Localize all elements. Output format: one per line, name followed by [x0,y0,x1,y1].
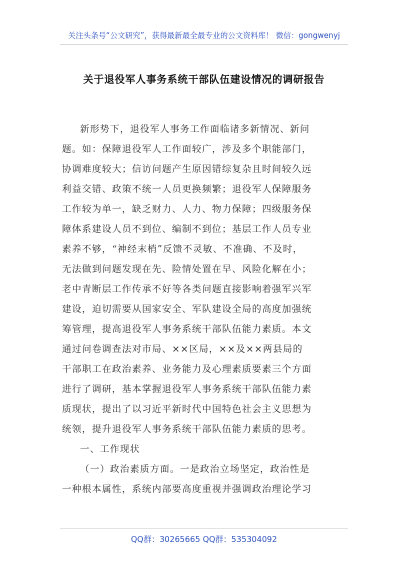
body-line: 干部职工在政治素养、业务能力及心理素质要素三个方面 [62,364,312,375]
section-heading: 一、工作现状 [80,444,140,455]
body-line: 通过问卷调查法对市局、××区局，××及××两县局的 [62,344,303,355]
body-line: 筹管理，提高退役军人事务系统干部队伍能力素质。本文 [62,324,312,335]
footer-qq-groups: QQ群：30265665 QQ群：535304092 [130,535,278,544]
body-line: 无法做到问题发现在先、险情处置在早、风险化解在小； [62,264,312,275]
footer-divider [60,528,348,529]
body-line: 质现状，提出了以习近平新时代中国特色社会主义思想为 [62,404,312,415]
document-title: 关于退役军人事务系统干部队伍建设情况的调研报告 [83,75,325,86]
header-promo-text: 关注头条号“公文研究”，获得最新最全最专业的公文资料库！ 微信：gongwenyj [68,31,340,40]
document-body [62,120,348,500]
body-line: 进行了调研，基本掌握退役军人事务系统干部队伍能力素 [62,384,312,395]
header-divider [60,44,348,45]
body-line: 老中青断层工作传承不好等各类问题直接影响着强军兴军 [62,284,312,295]
body-line: 利益交错、政策不统一人员更换频繁；退役军人保障服务 [62,184,312,195]
body-line: 障体系建设人员不到位、编制不到位；基层工作人员专业 [62,224,312,235]
body-line: 一种根本属性，系统内部要高度重视并强调政治理论学习 [62,484,312,495]
body-line: 建设，迫切需要从国家安全、军队建设全局的高度加强统 [62,304,312,315]
body-line: 题。如：保障退役军人工作面较广，涉及多个职能部门， [62,144,312,155]
body-line: 协调难度较大；信访问题产生原因错综复杂且时间较久远 [62,164,312,175]
body-line: （一）政治素质方面。一是政治立场坚定，政治性是 [80,464,310,475]
body-line: 新形势下，退役军人事务工作面临诸多新情况、新问 [80,124,310,135]
body-line: 统领，提升退役军人事务系统干部队伍能力素质的思考。 [62,424,312,435]
body-line: 工作较为单一，缺乏财力、人力、物力保障；四级服务保 [62,204,312,215]
body-line: 素养不够，“神经末梢”反馈不灵敏、不准确、不及时， [62,244,303,255]
